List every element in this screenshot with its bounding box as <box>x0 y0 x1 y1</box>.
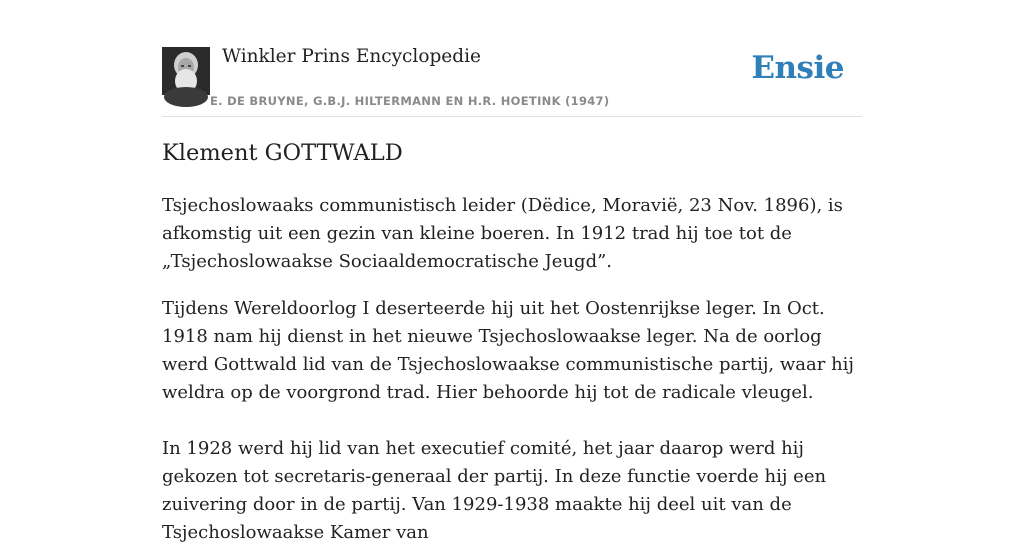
article-paragraph-3: In 1928 werd hij lid van het executief comité, het jaar daarop werd hij gekozen tot secretaris-generaal der partij. In deze functie voerde hij een zuivering door in de partij. Van 1929-1938 maakte hij deel uit van de Tsjechoslowaakse Kamer van <box>162 438 827 543</box>
source-header <box>162 0 862 117</box>
author-portrait-icon <box>162 47 210 95</box>
author-portrait-image <box>162 47 210 95</box>
page <box>162 0 862 543</box>
source-authors: E. DE BRUYNE, G.B.J. HILTERMANN EN H.R. HOETINK (1947) <box>210 94 610 108</box>
article-paragraph-2: Tijdens Wereldoorlog I deserteerde hij uit het Oostenrijkse leger. In Oct. 1918 nam hij dienst in het nieuwe Tsjechoslowaakse leger. Na de oorlog werd Gottwald lid van de Tsjechoslowaakse communistische partij, waar hij weldra op de voorgrond trad. Hier behoorde hij tot de radicale vleugel. <box>162 298 855 403</box>
article-body <box>162 192 862 547</box>
article-title: Klement GOTTWALD <box>162 140 403 166</box>
brand-logo-link[interactable]: Ensie <box>751 50 844 86</box>
source-title[interactable]: Winkler Prins Encyclopedie <box>222 46 481 67</box>
article-paragraph-1: Tsjechoslowaaks communistisch leider (Dëdice, Moravië, 23 Nov. 1896), is afkomstig uit een gezin van kleine boeren. In 1912 trad hij toe tot de „Tsjechoslowaakse Sociaaldemocratische Jeugd”. <box>162 195 843 272</box>
